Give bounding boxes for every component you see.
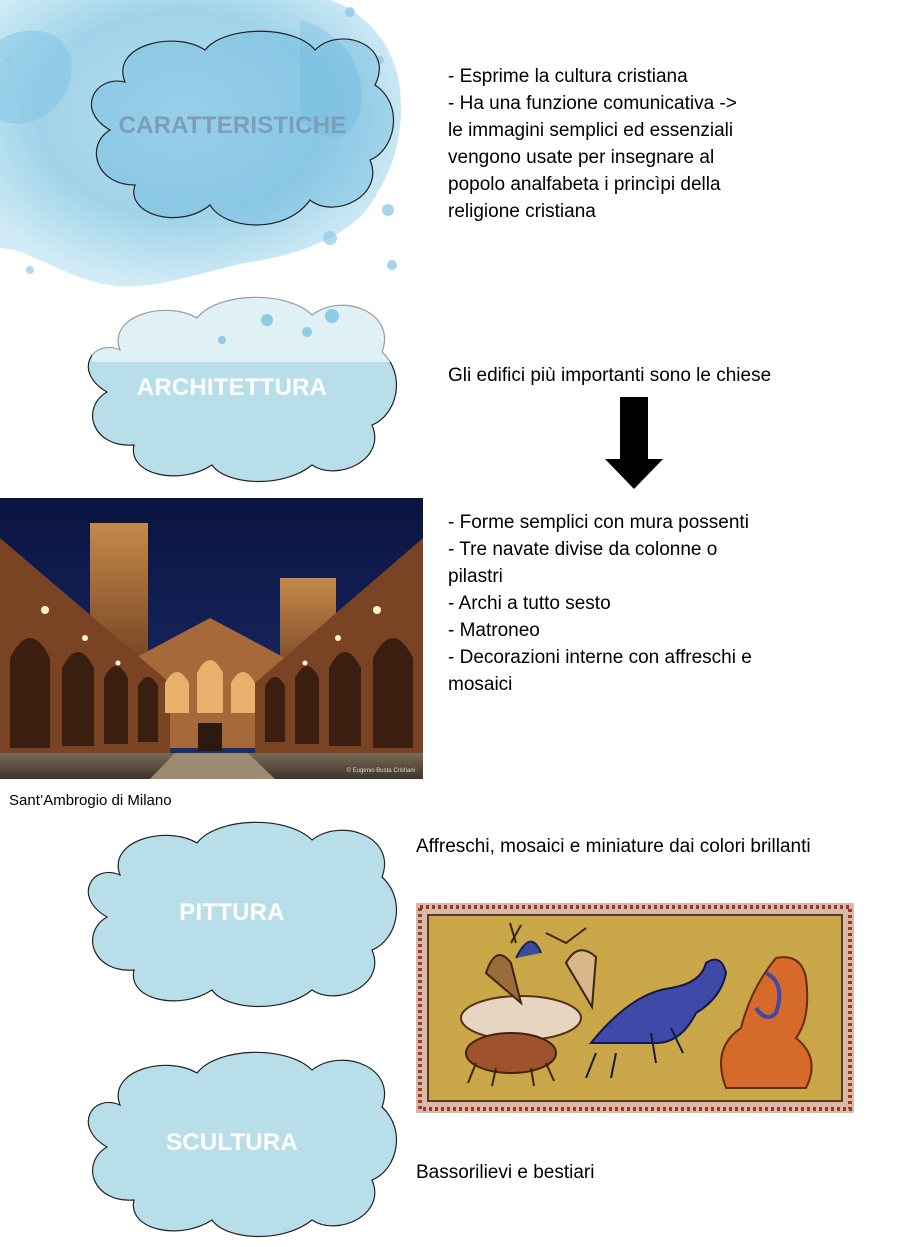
label-architettura: ARCHITETTURA [136, 374, 328, 401]
text-line: mosaici [448, 674, 513, 695]
cloud-architettura [62, 290, 402, 485]
text-line: - Tre navate divise da colonne o [448, 539, 718, 560]
text-line: - Decorazioni interne con affreschi e [448, 647, 752, 668]
cloud-caratteristiche [65, 20, 400, 235]
cloud-pittura [62, 815, 402, 1010]
caratteristiche-text [448, 63, 888, 225]
label-pittura: PITTURA [179, 899, 285, 926]
text-line: popolo analfabeta i princìpi della [448, 174, 721, 195]
text-line: - Forme semplici con mura possenti [448, 512, 749, 533]
text-line: - Matroneo [448, 620, 540, 641]
architettura-intro: Gli edifici più importanti sono le chiese [448, 365, 772, 386]
text-line: pilastri [448, 566, 503, 587]
bestiary-miniature [416, 903, 854, 1113]
text-line: - Esprime la cultura cristiana [448, 66, 688, 87]
text-line: religione cristiana [448, 201, 596, 222]
photo-credit: © Eugenio Busta Cristiani [346, 768, 415, 774]
sant-ambrogio-photo [0, 498, 423, 779]
text-line: - Ha una funzione comunicativa -> [448, 93, 737, 114]
photo-caption: Sant’Ambrogio di Milano [9, 792, 172, 809]
pittura-text: Affreschi, mosaici e miniature dai colori brillanti [416, 836, 811, 857]
label-caratteristiche: CARATTERISTICHE [118, 112, 347, 139]
arrow-down-icon [603, 397, 665, 491]
architettura-features [448, 509, 888, 698]
text-line: vengono usate per insegnare al [448, 147, 715, 168]
scultura-text: Bassorilievi e bestiari [416, 1162, 595, 1183]
cloud-scultura [62, 1045, 402, 1240]
text-line: - Archi a tutto sesto [448, 593, 611, 614]
text-line: le immagini semplici ed essenziali [448, 120, 734, 141]
label-scultura: SCULTURA [166, 1129, 298, 1156]
